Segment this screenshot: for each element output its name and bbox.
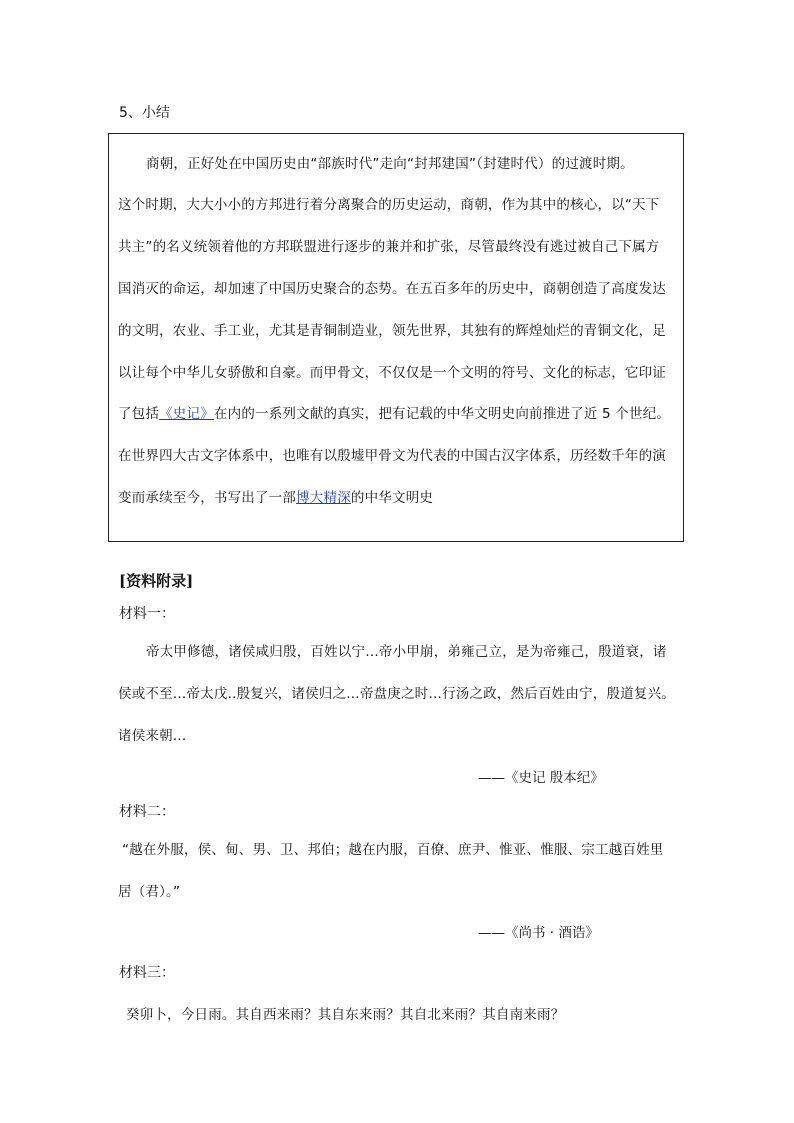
material-2-source: ——《尚书 · 酒诰》 [478, 925, 599, 941]
shiji-link[interactable]: 《史记》 [159, 406, 214, 422]
section-heading: 5、小结 [119, 105, 170, 121]
material-2-line-2: 居（君）。” [118, 884, 181, 900]
appendix-title: [资料附录] [119, 572, 194, 590]
material-2-label: 材料二： [119, 804, 175, 820]
summary-line-2: 这个时期，大大小小的方邦进行着分离聚合的历史运动，商朝，作为其中的核心，以“天下 [118, 197, 660, 213]
summary-line-3: 共主”的名义统领着他的方邦联盟进行逐步的兼并和扩张，尽管最终没有逃过被自己下属方 [118, 239, 660, 255]
summary-line-9-post: 的中华文明史 [350, 490, 434, 506]
summary-line-1: 商朝，正好处在中国历史由“部族时代”走向“封邦建国”（封建时代）的过渡时期。 [146, 156, 634, 172]
material-1-source: ——《史记 殷本纪》 [478, 770, 604, 786]
summary-line-9 [118, 486, 433, 506]
summary-line-7-post: 在内的一系列文献的真实，把有记载的中华文明史向前推进了近 5 个世纪。 [213, 406, 671, 422]
summary-line-5: 的文明，农业、手工业，尤其是青铜制造业，领先世界，其独有的辉煌灿烂的青铜文化，足 [118, 323, 666, 339]
summary-line-6: 以让每个中华儿女骄傲和自豪。而甲骨文，不仅仅是一个文明的符号、文化的标志，它印证 [118, 365, 666, 381]
material-1-line-3: 诸侯来朝… [118, 728, 187, 744]
material-1-label: 材料一： [119, 606, 175, 622]
bodajingshen-link[interactable]: 博大精深 [296, 490, 351, 506]
material-1-line-2: 侯或不至…帝太戊..殷复兴，诸侯归之…帝盘庚之时…行汤之政，然后百姓由宁，殷道复兴。 [118, 686, 675, 702]
material-2-line-1: “越在外服，侯、甸、男、卫、邦伯；越在内服，百僚、庶尹、惟亚、惟服、宗工越百姓里 [122, 842, 664, 858]
summary-line-8: 在世界四大古文字体系中，也唯有以殷墟甲骨文为代表的中国古汉字体系，历经数千年的演 [118, 448, 666, 464]
material-3-label: 材料三： [119, 965, 175, 981]
summary-line-7 [118, 402, 670, 422]
summary-line-7-pre: 了包括 [118, 406, 160, 422]
material-1-line-1: 帝太甲修德，诸侯咸归殷，百姓以宁…帝小甲崩，弟雍己立，是为帝雍己，殷道衰，诸 [146, 644, 667, 660]
summary-line-9-pre: 变而承续至今，书写出了一部 [118, 490, 297, 506]
summary-line-4: 国消灭的命运，却加速了中国历史聚合的态势。在五百多年的历史中，商朝创造了高度发达 [118, 281, 666, 297]
material-3-line-1: 癸卯卜，今日雨。其自西来雨？其自东来雨？其自北来雨？其自南来雨？ [126, 1007, 565, 1023]
